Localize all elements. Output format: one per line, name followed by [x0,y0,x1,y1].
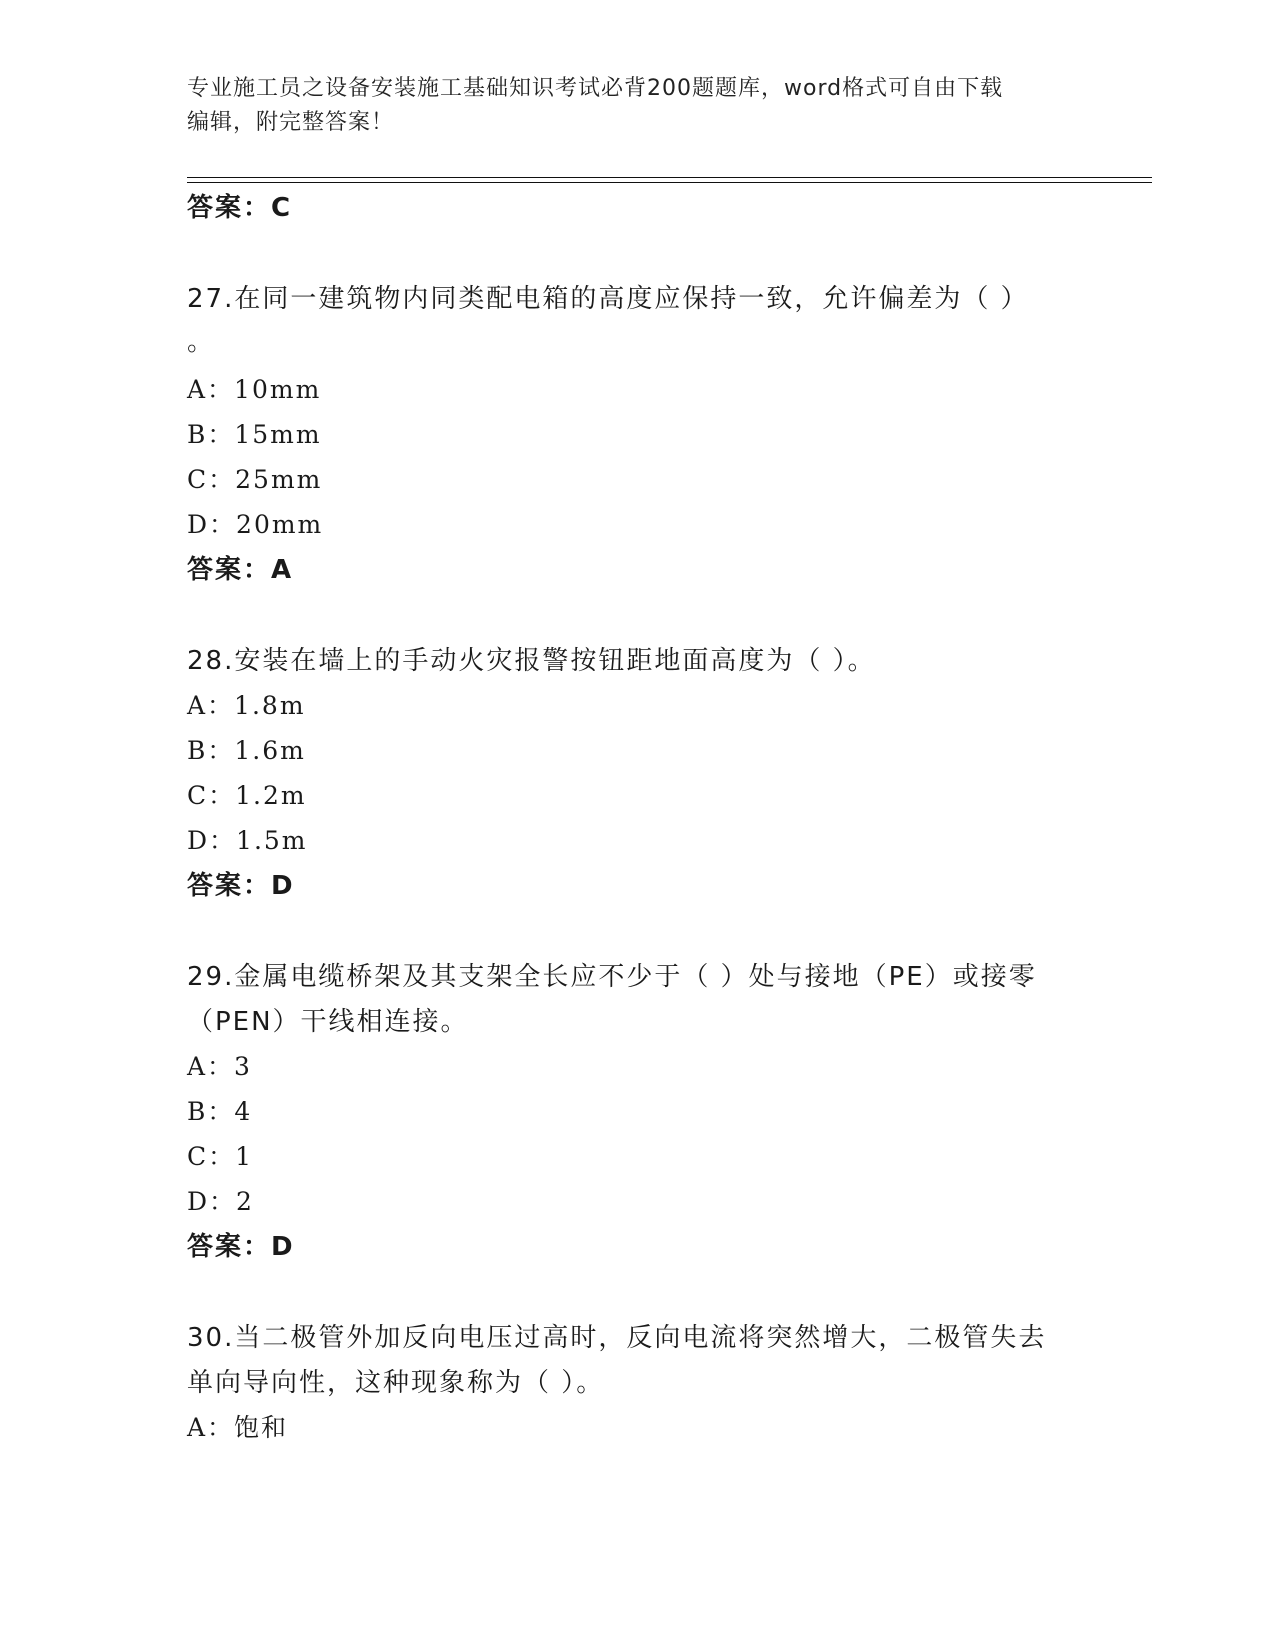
question-29-text-line-1: 29.金属电缆桥架及其支架全长应不少于（ ）处与接地（PE）或接零 [187,962,1037,992]
question-27-option-c: C：25mm [187,465,323,494]
question-28-option-d: D：1.5m [187,826,308,855]
document-header [187,72,1077,140]
question-30-text-line-1: 30.当二极管外加反向电压过高时，反向电流将突然增大，二极管失去 [187,1323,1047,1353]
question-28-option-a: A：1.8m [187,691,306,720]
question-28-option-b: B：1.6m [187,736,306,765]
question-28-text-line-1: 28.安装在墙上的手动火灾报警按钮距地面高度为（ ）。 [187,646,876,676]
header-line-2: 编辑，附完整答案！ [187,110,395,135]
question-30-option-a: A：饱和 [187,1413,289,1442]
question-30-text-line-2: 单向导向性，这种现象称为（ ）。 [187,1368,605,1398]
question-28-option-c: C：1.2m [187,781,307,810]
question-27-text-line-2: 。 [187,327,216,357]
question-28-answer: 答案：D [187,871,295,901]
question-29-option-b: B：4 [187,1097,253,1126]
question-29-option-a: A：3 [187,1052,252,1081]
question-27-answer: 答案：A [187,555,294,585]
previous-answer: 答案：C [187,193,293,223]
header-line-1: 专业施工员之设备安装施工基础知识考试必背200题题库，word格式可自由下载 [187,76,1004,101]
question-27-option-a: A：10mm [187,375,322,404]
question-27-option-d: D：20mm [187,510,324,539]
question-29-answer: 答案：D [187,1232,295,1262]
question-27-option-b: B：15mm [187,420,322,449]
question-29-option-d: D：2 [187,1187,254,1216]
header-rule-bottom [187,182,1152,183]
header-rule-top [187,177,1152,178]
question-29-text-line-2: （PEN）干线相连接。 [187,1007,469,1037]
question-29-option-c: C：1 [187,1142,254,1171]
question-27-text-line-1: 27.在同一建筑物内同类配电箱的高度应保持一致，允许偏差为（ ） [187,284,1029,314]
